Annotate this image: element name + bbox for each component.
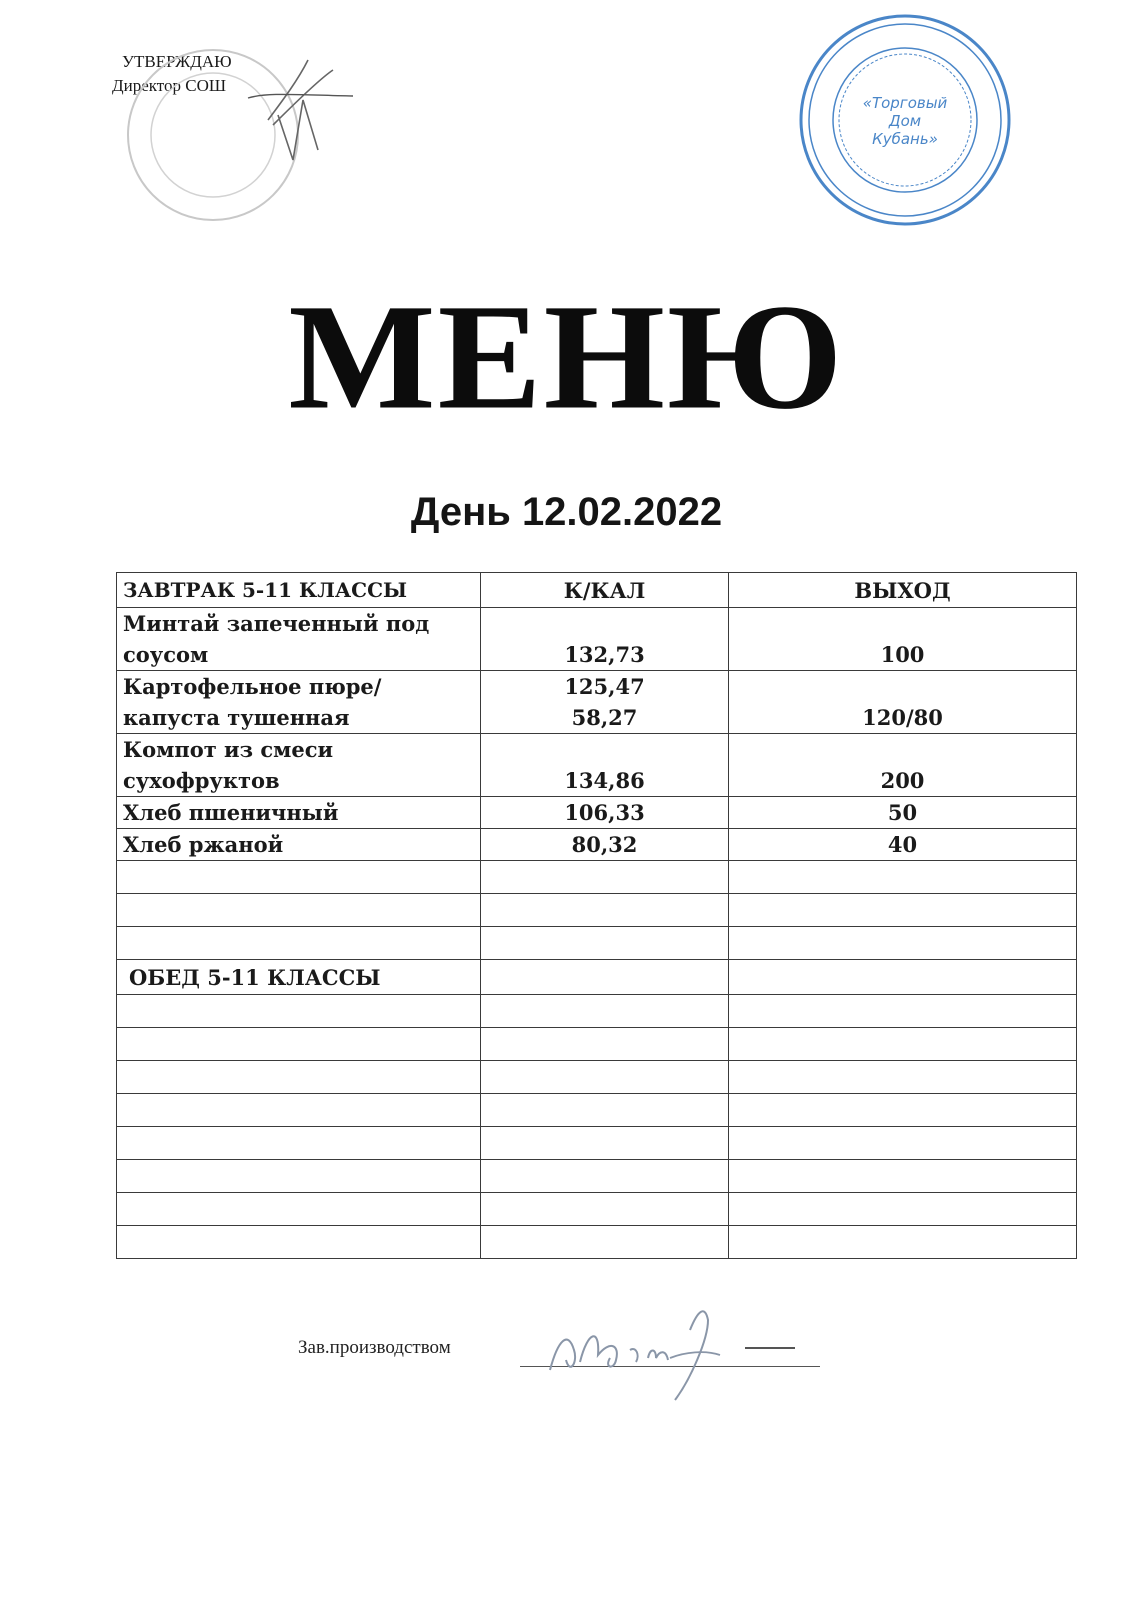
svg-text:Дом: Дом xyxy=(888,112,922,130)
director-stamp-signature-icon xyxy=(118,40,358,225)
kcal-value: 125,47 xyxy=(564,674,645,699)
output-value: 120/80 xyxy=(729,671,1077,734)
approval-title: УТВЕРЖДАЮ xyxy=(122,52,232,71)
menu-date: День 12.02.2022 xyxy=(410,490,723,534)
signature-label: Зав.производством xyxy=(298,1337,451,1358)
menu-table xyxy=(116,572,1077,1259)
dish-name-line: сухофруктов xyxy=(123,768,280,793)
table-row xyxy=(117,797,1077,829)
dish-name: Хлеб ржаной xyxy=(117,829,481,861)
kcal-column-header: К/КАЛ xyxy=(481,573,729,608)
lunch-section-header: ОБЕД 5-11 КЛАССЫ xyxy=(117,960,481,995)
empty-row xyxy=(117,1127,1077,1160)
dish-name-line: Картофельное пюре/ xyxy=(123,674,382,699)
table-row xyxy=(117,608,1077,671)
lunch-section-row xyxy=(117,960,1077,995)
output-value: 40 xyxy=(729,829,1077,861)
approval-position: Директор СОШ xyxy=(112,76,226,95)
dish-name-line: соусом xyxy=(123,642,209,667)
empty-row xyxy=(117,894,1077,927)
breakfast-section-header: ЗАВТРАК 5-11 КЛАССЫ xyxy=(117,573,481,608)
page-title: МЕНЮ xyxy=(288,272,845,441)
empty-row xyxy=(117,1193,1077,1226)
empty-row xyxy=(117,1160,1077,1193)
kcal-value: 58,27 xyxy=(571,705,638,730)
kcal-value: 134,86 xyxy=(564,768,645,793)
table-row xyxy=(117,671,1077,734)
dish-name-line: Минтай запеченный под xyxy=(123,611,430,636)
empty-row xyxy=(117,1226,1077,1259)
empty-row xyxy=(117,1028,1077,1061)
output-value: 50 xyxy=(729,797,1077,829)
organization-stamp-icon xyxy=(790,8,1020,233)
handwritten-signature-icon xyxy=(540,1300,840,1410)
kcal-value: 80,32 xyxy=(481,829,729,861)
empty-row xyxy=(117,1094,1077,1127)
output-column-header: ВЫХОД xyxy=(729,573,1077,608)
table-row xyxy=(117,734,1077,797)
empty-row xyxy=(117,927,1077,960)
output-value: 200 xyxy=(729,734,1077,797)
dish-name-line: капуста тушенная xyxy=(123,705,350,730)
svg-text:Кубань»: Кубань» xyxy=(872,130,938,148)
dish-name-line: Компот из смеси xyxy=(123,737,334,762)
output-value: 100 xyxy=(729,608,1077,671)
kcal-value: 132,73 xyxy=(564,642,645,667)
empty-row xyxy=(117,1061,1077,1094)
dish-name: Хлеб пшеничный xyxy=(117,797,481,829)
table-row xyxy=(117,829,1077,861)
kcal-value: 106,33 xyxy=(481,797,729,829)
empty-row xyxy=(117,995,1077,1028)
empty-row xyxy=(117,861,1077,894)
svg-text:«Торговый: «Торговый xyxy=(862,94,948,112)
table-header-row xyxy=(117,573,1077,608)
